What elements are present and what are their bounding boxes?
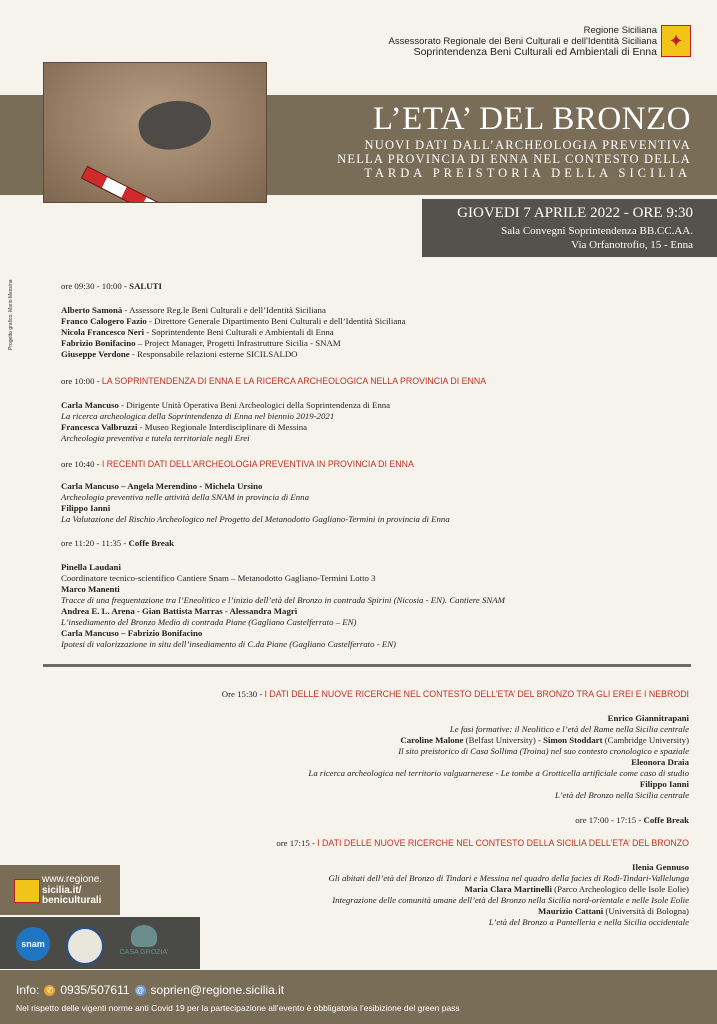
email-icon: @: [135, 985, 145, 995]
list-item: Enrico Giannitrapani: [607, 713, 689, 723]
casa-grozia-logo: CASA GROZIA': [112, 925, 176, 956]
talk-title: L’età del Bronzo a Pantelleria e nella Sicilia occidentale: [488, 917, 689, 927]
event-address: Via Orfanotrofio, 15 - Enna: [571, 239, 693, 251]
seal-logo-icon: [66, 927, 104, 965]
sponsor-logos: [0, 917, 200, 969]
event-date: GIOVEDI 7 APRILE 2022 - ORE 9:30: [457, 205, 693, 221]
covid-note: Nel rispetto delle vigenti norme anti Covid 19 per la partecipazione all’evento è obbligatoria l’esibizione del green pass: [16, 1003, 460, 1013]
event-title: [270, 100, 691, 180]
talk-title: Tracce di una frequentazione tra l’Eneolitico e l’inizio dell’età del Bronzo in contrada Spirini (Nicosia - EN). Cantiere SNAM: [61, 595, 505, 605]
list-item: Carla Mancuso – Fabrizio Bonifacino: [61, 628, 203, 638]
event-venue: Sala Convegni Soprintendenza BB.CC.AA.: [501, 225, 693, 237]
footer: [0, 970, 717, 1024]
talk-title: Il sito preistorico di Casa Sollima (Troina) nel suo contesto cronologico e spaziale: [398, 746, 689, 756]
list-item: Giuseppe Verdone - Responsabile relazioni esterne SICILSALDO: [61, 349, 298, 359]
talk-title: Ipotesi di valorizzazione in situ dell’insediamento di C.da Piane (Gagliano Castelferrato - EN): [61, 639, 396, 649]
talk-title: La ricerca archeologica della Soprintendenza di Enna nel biennio 2019-2021: [61, 411, 335, 421]
talk-title: La Valutazione del Rischio Archeologico nel Progetto del Metanodotto Gagliano-Termini in provincia di Enna: [61, 514, 450, 524]
talk-title: La ricerca archeologica nel territorio valguarnerese - Le tombe a Grotticella artificiale come caso di studio: [308, 768, 689, 778]
coffee-break-morning: ore 11:20 - 11:35 - Coffe Break: [61, 538, 175, 548]
trinacria-logo-icon: ✦: [661, 25, 691, 57]
subtitle-line-1: NUOVI DATI DALL’ARCHEOLOGIA PREVENTIVA: [364, 138, 691, 152]
phone-icon: ✆: [44, 985, 55, 996]
main-title: L’ETA’ DEL BRONZO: [372, 101, 691, 137]
speaker-role: Coordinatore tecnico-scientifico Cantiere Snam – Metanodotto Gagliano-Termini Lotto 3: [61, 573, 376, 583]
institution-header: [389, 25, 658, 58]
graphic-credit: Progetto grafico: Mario Messina: [8, 279, 14, 350]
email-address[interactable]: soprien@regione.sicilia.it: [150, 983, 285, 997]
talk-title: L’insediamento del Bronzo Medio di contrada Piane (Gagliano Castelferrato – EN): [61, 617, 357, 627]
session-saluti: ore 09:30 - 10:00 - SALUTI: [61, 281, 162, 291]
list-item: Filippo Ianni: [639, 779, 689, 789]
contact-info: [16, 983, 284, 997]
session-soprintendenza: ore 10:00 - LA SOPRINTENDENZA DI ENNA E LA RICERCA ARCHEOLOGICA NELLA PROVINCIA DI ENNA: [61, 376, 487, 386]
talk-title: Archeologia preventiva nelle attività della SNAM in provincia di Enna: [61, 492, 309, 502]
subtitle-line-2: NELLA PROVINCIA DI ENNA NEL CONTESTO DELLA: [337, 152, 691, 166]
regione-label: Regione Siciliana: [583, 25, 657, 36]
session-soprintendenza-talks: [61, 400, 390, 444]
info-label: Info:: [16, 983, 40, 997]
list-item: Andrea E. L. Arena - Gian Battista Marras - Alessandra Magrì: [61, 606, 298, 616]
list-item: Filippo Ianni: [61, 503, 111, 513]
excavation-photo: [43, 62, 267, 203]
list-item: Franco Calogero Fazio - Direttore Generale Dipartimento Beni Culturali e dell’Identità Siciliana: [61, 316, 406, 326]
session-erei-nebrodi-talks: [308, 713, 689, 801]
list-item: Marco Manenti: [61, 584, 120, 594]
subtitle-line-3: TARDA PREISTORIA DELLA SICILIA: [364, 166, 691, 180]
section-divider: [43, 664, 691, 667]
session-sicilia-bronzo-talks: [329, 862, 690, 928]
session-sicilia-bronzo: ore 17:15 - I DATI DELLE NUOVE RICERCHE NEL CONTESTO DELLA SICILIA DELL’ETA’ DEL BRONZO: [276, 838, 689, 848]
late-morning-talks: [61, 562, 505, 650]
list-item: Francesca Valbruzzi - Museo Regionale Interdisciplinare di Messina: [61, 422, 308, 432]
list-item: Carla Mancuso - Dirigente Unità Operativa Beni Archeologici della Soprintendenza di Enna: [61, 400, 391, 410]
regione-sicilia-icon: [14, 879, 40, 903]
talk-title: Gli abitati dell’età del Bronzo di Tindari e Messina nel quadro della facies di Rodì-Tindari-Vallelunga: [328, 873, 689, 883]
list-item: Maria Clara Martinelli (Parco Archeologico delle Isole Eolie): [464, 884, 689, 894]
date-venue-box: [422, 199, 717, 257]
list-item: Carla Mancuso – Angela Merendino - Michela Ursino: [61, 481, 263, 491]
list-item: Fabrizio Bonifacino – Project Manager, Progetti Infrastrutture Sicilia - SNAM: [61, 338, 341, 348]
talk-title: Le fasi formative: il Neolitico e l’età del Rame nella Sicilia centrale: [449, 724, 689, 734]
list-item: Eleonora Draia: [631, 757, 689, 767]
measuring-scale: [81, 166, 187, 203]
coffee-break-afternoon: ore 17:00 - 17:15 - Coffe Break: [575, 815, 689, 825]
list-item: Maurizio Cattani (Università di Bologna): [538, 906, 689, 916]
list-item: Ilenia Gennuso: [632, 862, 689, 872]
soprintendenza-label: Soprintendenza Beni Culturali ed Ambientali di Enna: [413, 46, 657, 58]
talk-title: Integrazione delle comunità umane dell’età del Bronzo nella Sicilia nord-orientale e nelle Isole Eolie: [332, 895, 689, 905]
assessorato-label: Assessorato Regionale dei Beni Culturali e dell'Identità Siciliana: [388, 36, 657, 47]
snam-logo-icon: snam: [16, 927, 50, 961]
talk-title: L’età del Bronzo nella Sicilia centrale: [555, 790, 689, 800]
casa-grozia-icon: [131, 925, 157, 947]
saluti-list: [61, 305, 406, 360]
list-item: Nicola Francesco Neri - Soprintendente Beni Culturali e Ambientali di Enna: [61, 327, 334, 337]
talk-title: Archeologia preventiva e tutela territoriale negli Erei: [61, 433, 250, 443]
website-url: www.regione. sicilia.it/ beniculturali: [42, 874, 103, 906]
session-erei-nebrodi: Ore 15:30 - I DATI DELLE NUOVE RICERCHE NEL CONTESTO DELL’ETA’ DEL BRONZO TRA GLI EREI E I NEBRODI: [221, 689, 689, 699]
session-recenti-dati: ore 10:40 - I RECENTI DATI DELL’ARCHEOLOGIA PREVENTIVA IN PROVINCIA DI ENNA: [61, 459, 414, 469]
session-recenti-dati-talks: [61, 481, 450, 525]
phone-number[interactable]: 0935/507611: [60, 983, 130, 997]
list-item: Pinella Laudani: [61, 562, 121, 572]
list-item: Alberto Samonà - Assessore Reg.le Beni Culturali e dell’Identità Siciliana: [61, 305, 326, 315]
list-item: Caroline Malone (Belfast University) - Simon Stoddart (Cambridge University): [400, 735, 689, 745]
pottery-fragment: [135, 94, 215, 156]
website-link[interactable]: [0, 865, 120, 915]
